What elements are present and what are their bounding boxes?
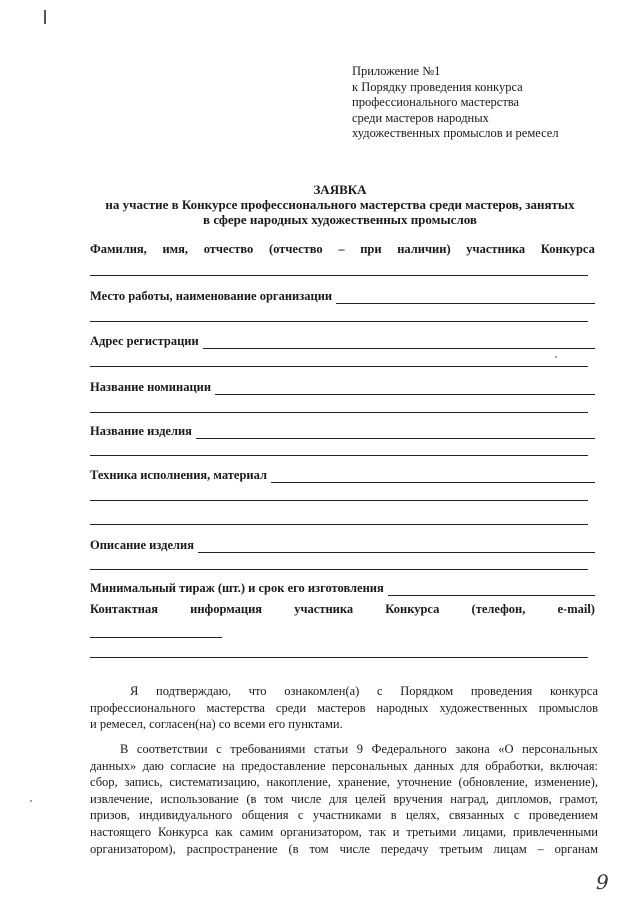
description-input-line[interactable]: [198, 540, 595, 553]
description-label: Описание изделия: [90, 538, 195, 552]
field-technique: [90, 468, 595, 483]
contacts-input-line-2[interactable]: [90, 657, 588, 658]
paragraph-line: В соответствии с требованиями статьи 9 Федерального закона «О персональных: [120, 742, 598, 756]
scan-speck: [555, 356, 557, 358]
paragraph-line: профессионального мастерства среди мастеров народных художественных промыслов: [90, 700, 598, 715]
paragraph-line: Я подтверждаю, что ознакомлен(а) с Порядком проведения конкурса: [130, 684, 598, 698]
appendix-line: Приложение №1: [352, 64, 441, 78]
paragraph-line: и ремесел, согласен(на) со всеми его пунктами.: [90, 717, 343, 732]
item-name-label: Название изделия: [90, 424, 192, 438]
workplace-input-line-2[interactable]: [90, 321, 588, 322]
field-description: [90, 538, 595, 553]
appendix-line: к Порядку проведения конкурса: [352, 79, 523, 94]
appendix-note: [352, 64, 559, 142]
title-subtitle-line: в сфере народных художественных промыслов: [203, 212, 477, 227]
field-workplace: [90, 289, 595, 304]
description-input-line-2[interactable]: [90, 569, 588, 570]
consent-paragraph: [90, 741, 598, 857]
workplace-input-line[interactable]: [336, 291, 595, 304]
address-label: Адрес регистрации: [90, 334, 199, 348]
paragraph-line: настоящего Конкурса как самим организатором, так и третьими лицами, привлеченными: [90, 824, 598, 839]
field-item-name: [90, 424, 595, 439]
technique-input-line-3[interactable]: [90, 524, 588, 525]
scan-speck: [30, 800, 32, 802]
confirmation-paragraph: [90, 683, 598, 733]
paragraph-line: сбор, запись, систематизацию, накопление, хранение, уточнение (обновление, изменение),: [90, 775, 598, 790]
document-title: [0, 182, 640, 227]
field-address: [90, 334, 595, 349]
circulation-input-line[interactable]: [388, 583, 595, 596]
nomination-input-line-2[interactable]: [90, 412, 588, 413]
title-subtitle-line: на участие в Конкурсе профессионального мастерства среди мастеров, занятых: [105, 197, 575, 212]
address-input-line[interactable]: [203, 336, 595, 349]
appendix-line: профессионального мастерства: [352, 95, 520, 109]
paragraph-line: организатором), распространение (в том числе передачу третьим лицам – органам: [90, 841, 598, 856]
item-name-input-line[interactable]: [196, 426, 595, 439]
item-name-input-line-2[interactable]: [90, 455, 588, 456]
technique-input-line-2[interactable]: [90, 500, 588, 501]
workplace-label: Место работы, наименование организации: [90, 289, 333, 303]
circulation-label: Минимальный тираж (шт.) и срок его изготовления: [90, 581, 384, 595]
technique-label: Техника исполнения, материал: [90, 468, 267, 482]
address-input-line-2[interactable]: [90, 366, 588, 367]
paragraph-line: извлечение, использование (в том числе для целей вручения наград, дипломов, грамот,: [90, 791, 598, 806]
contacts-input-line[interactable]: [90, 637, 222, 638]
scan-corner-mark: [44, 10, 46, 24]
technique-input-line[interactable]: [271, 470, 595, 483]
nomination-input-line[interactable]: [215, 382, 595, 395]
field-contacts-label: Контактная информация участника Конкурса (телефон, e-mail): [90, 602, 595, 616]
field-fio-label: Фамилия, имя, отчество (отчество – при наличии) участника Конкурса: [90, 242, 595, 256]
appendix-line: среди мастеров народных: [352, 110, 489, 125]
fio-input-line[interactable]: [90, 275, 588, 276]
field-nomination: [90, 380, 595, 395]
paragraph-line: призов, индивидуального общения с участниками в целях, связанных с проведением: [90, 808, 598, 823]
title-main: ЗАЯВКА: [313, 182, 367, 197]
field-circulation: [90, 581, 595, 596]
paragraph-line: данных» даю согласие на предоставление персональных данных для обработки, включая:: [90, 758, 598, 773]
nomination-label: Название номинации: [90, 380, 212, 394]
appendix-line: художественных промыслов и ремесел: [352, 126, 559, 140]
page-number: 9: [596, 870, 609, 894]
